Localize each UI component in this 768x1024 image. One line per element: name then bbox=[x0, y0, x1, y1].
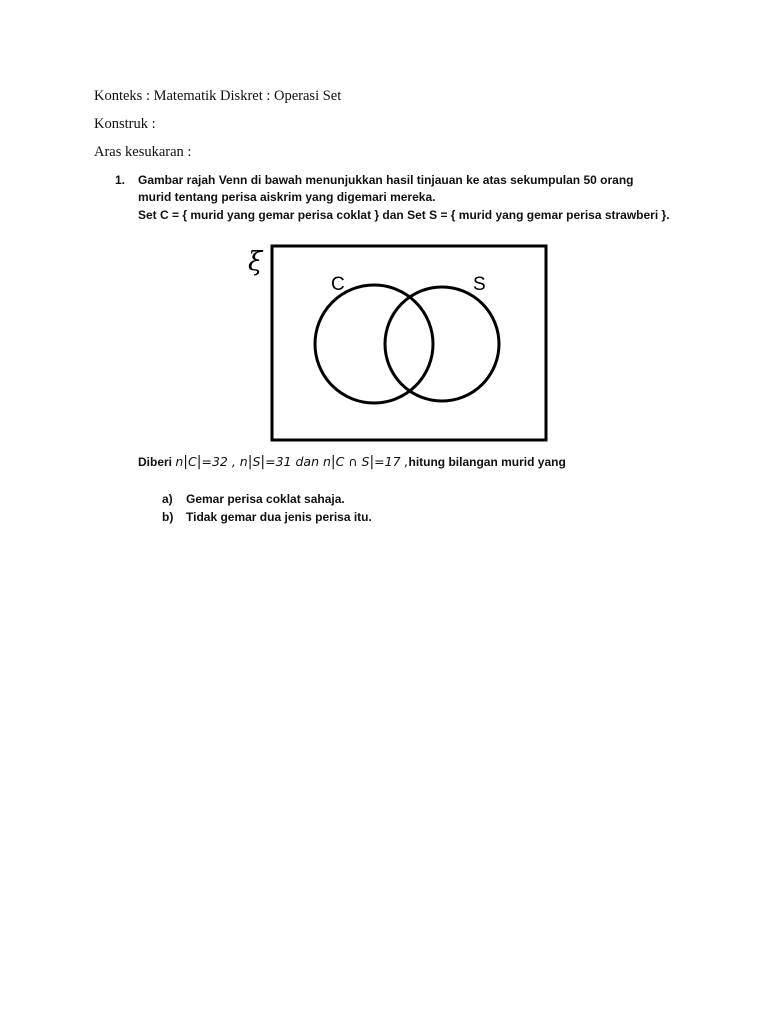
given-statement bbox=[138, 454, 566, 470]
question-number: 1. bbox=[115, 173, 126, 187]
question-line-3: Set C = { murid yang gemar perisa coklat } dan Set S = { murid yang gemar perisa strawberi }. bbox=[138, 208, 670, 222]
given-expression: n|C|=32 , n|S|=31 dan n|C ∩ S|=17 , bbox=[175, 454, 409, 470]
set-s-circle bbox=[385, 287, 499, 401]
construct-line: Konstruk : bbox=[94, 116, 156, 132]
universal-set-rectangle bbox=[272, 246, 546, 440]
given-suffix: hitung bilangan murid yang bbox=[408, 455, 566, 469]
part-a-text: Gemar perisa coklat sahaja. bbox=[186, 492, 345, 506]
part-a-label: a) bbox=[162, 492, 173, 506]
part-b-text: Tidak gemar dua jenis perisa itu. bbox=[186, 510, 372, 524]
part-b-label: b) bbox=[162, 510, 174, 524]
context-line: Konteks : Matematik Diskret : Operasi Set bbox=[94, 88, 342, 104]
set-c-label: C bbox=[331, 274, 345, 295]
universal-set-symbol: ξ bbox=[248, 247, 263, 277]
set-s-label: S bbox=[473, 274, 486, 295]
given-prefix: Diberi bbox=[138, 455, 173, 469]
set-c-circle bbox=[315, 285, 433, 403]
venn-diagram bbox=[244, 238, 554, 448]
difficulty-line: Aras kesukaran : bbox=[94, 144, 192, 160]
question-line-2: murid tentang perisa aiskrim yang digemari mereka. bbox=[138, 190, 436, 204]
question-line-1: Gambar rajah Venn di bawah menunjukkan hasil tinjauan ke atas sekumpulan 50 orang bbox=[138, 173, 634, 187]
